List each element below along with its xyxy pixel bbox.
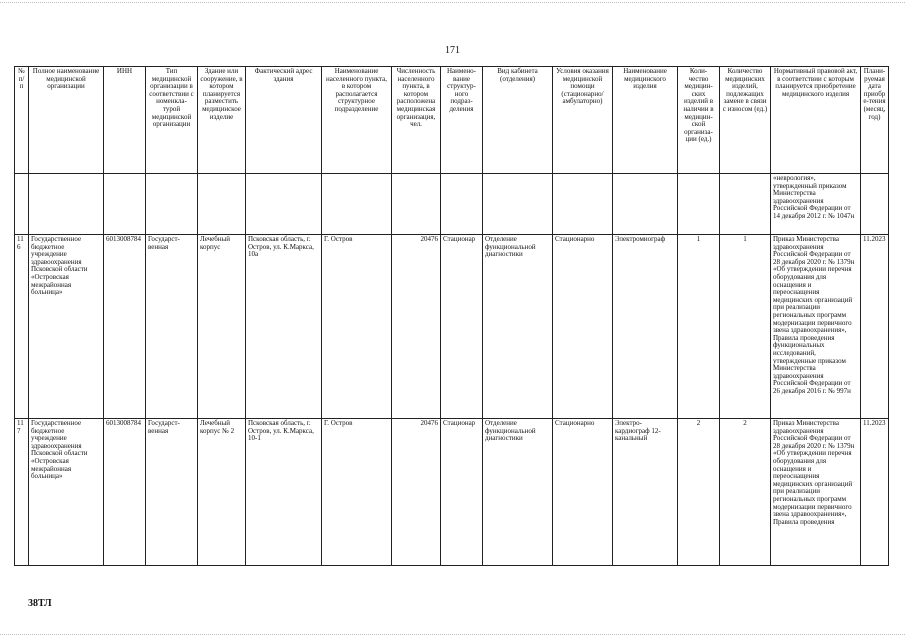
row-num: 116: [15, 235, 29, 419]
col-header-qty-replace: Количество медицинских изделий, подлежащих замене в связи с износом (ед.): [720, 67, 771, 174]
row-act: Приказ Министерства здравоохранения Российской Федерации от 28 декабря 2020 г. № 1379н «Об утверждении перечня оборудования для оснащения и переоснащения медицинских организаций при реализации региональных программ модернизации первичного звена здравоохранения», Правила проведения функциональных исследований, утвержденные приказом Министерства здравоохранения Российской Федерации от 26 декабря 2016 г. № 997н: [771, 235, 861, 419]
row-division: Стационар: [441, 419, 483, 566]
row-device: Электромиограф: [613, 235, 678, 419]
col-header-address: Фактический адрес здания: [246, 67, 322, 174]
row-org: Государственное бюджетное учреждение здравоохранения Псковской области «Островская межрайонная больница»: [29, 235, 104, 419]
row-building: Лечебный корпус: [198, 235, 246, 419]
row-act: Приказ Министерства здравоохранения Российской Федерации от 28 декабря 2020 г. № 1379н «Об утверждении перечня оборудования для оснащения и переоснащения медицинских организаций при реализации региональных программ модернизации первичного звена здравоохранения», Правила проведения: [771, 419, 861, 566]
row-cabinet: Отделение функциональной диагностики: [483, 235, 553, 419]
row-inn: 6013008784: [104, 235, 146, 419]
col-header-building: Здание или сооружение, в котором планируется разместить медицинское изделие: [198, 67, 246, 174]
equipment-table: [14, 66, 889, 566]
col-header-act: Нормативный правовой акт, в соответствии с которым планируется приобретение медицинского изделия: [771, 67, 861, 174]
row-num: 117: [15, 419, 29, 566]
col-header-conditions: Условия оказания медицинской помощи (стационарно/ амбулаторно): [553, 67, 613, 174]
table-row: [15, 235, 889, 419]
row-inn: 6013008784: [104, 419, 146, 566]
row-type: Государст-венная: [146, 235, 198, 419]
row-cabinet: Отделение функциональной диагностики: [483, 419, 553, 566]
row-conditions: Стационарно: [553, 235, 613, 419]
row-population: 20476: [392, 235, 441, 419]
row-date: 11.2023: [861, 235, 889, 419]
table-row: [15, 419, 889, 566]
col-header-population: Численность населенного пункта, в котором расположена медицинская организация, чел.: [392, 67, 441, 174]
table-row-continuation: [15, 174, 889, 235]
row-qty-have: 1: [678, 235, 720, 419]
col-header-qty-have: Коли-чество медицин-ских изделий в наличии в медицин-ской организа-ции (ед.): [678, 67, 720, 174]
page-number: 171: [445, 45, 460, 56]
col-header-cabinet: Вид кабинета (отделения): [483, 67, 553, 174]
row-building: Лечебный корпус № 2: [198, 419, 246, 566]
table-header: [15, 67, 889, 174]
row-qty-replace: 1: [720, 235, 771, 419]
row-qty-replace: 2: [720, 419, 771, 566]
scan-edge-top: [0, 2, 905, 4]
row-locality: Г. Остров: [322, 235, 392, 419]
row-division: Стационар: [441, 235, 483, 419]
col-header-num: № п/п: [15, 67, 29, 174]
row-conditions: Стационарно: [553, 419, 613, 566]
row-type: Государст-венная: [146, 419, 198, 566]
row-address: Псковская область, г. Остров, ул. К.Маркса, 10-1: [246, 419, 322, 566]
scan-edge-bottom: [0, 634, 905, 636]
col-header-locality: Наименование населенного пункта, в котором располагается структурное подразделение: [322, 67, 392, 174]
col-header-division: Наимено-вание структур-ного подраз-деления: [441, 67, 483, 174]
col-header-inn: ИНН: [104, 67, 146, 174]
col-header-type: Тип медицинской организации в соответствии с номенкла-турой медицинской организации: [146, 67, 198, 174]
row-locality: Г. Остров: [322, 419, 392, 566]
row-population: 20476: [392, 419, 441, 566]
col-header-device: Наименование медицинского изделия: [613, 67, 678, 174]
footer-code: 38ТЛ: [28, 598, 52, 609]
col-header-org: Полное наименование медицинской организации: [29, 67, 104, 174]
col-header-date: Плани-руемая дата приобре-тения (месяц, год): [861, 67, 889, 174]
row-org: Государственное бюджетное учреждение здравоохранения Псковской области «Островская межрайонная больница»: [29, 419, 104, 566]
row-date: 11.2023: [861, 419, 889, 566]
continuation-act-text: «неврология», утвержденный приказом Министерства здравоохранения Российской Федерации от 14 декабря 2012 г. № 1047н: [771, 174, 861, 235]
row-device: Электро-кардиограф 12-канальный: [613, 419, 678, 566]
row-qty-have: 2: [678, 419, 720, 566]
row-address: Псковская область, г. Остров, ул. К.Маркса, 10а: [246, 235, 322, 419]
